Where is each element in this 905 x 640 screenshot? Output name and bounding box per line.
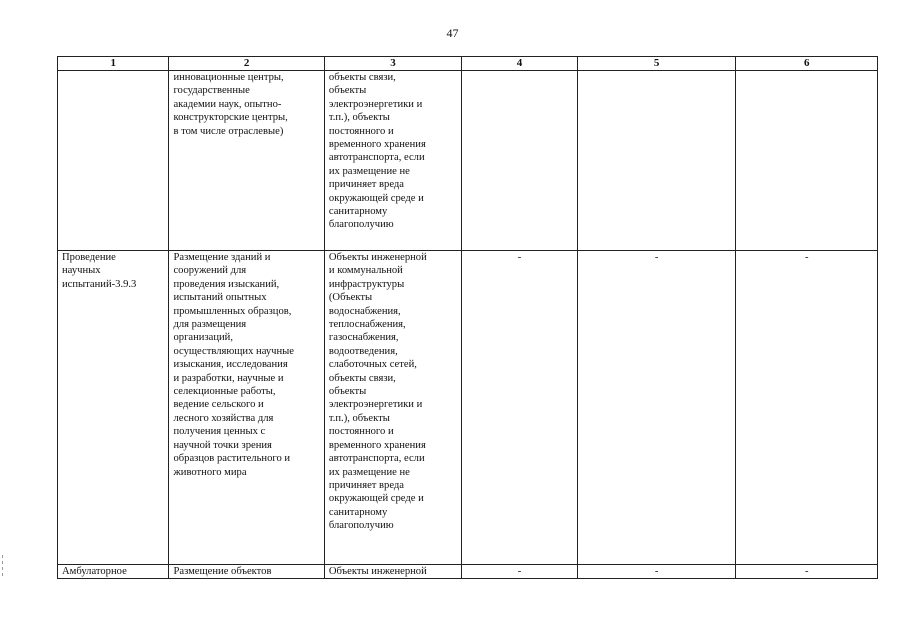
column-6-cell: - — [736, 251, 878, 565]
column-4-cell: - — [462, 565, 578, 579]
table-row — [58, 565, 878, 579]
column-5-cell: - — [577, 251, 736, 565]
use-description-cell: Размещение зданий и сооружений для проведения изысканий, испытаний опытных промышленных образцов, для размещения организаций, осуществляющих научные изыскания, исследования и разработки, научные и селекционные работы, ведение сельского и лесного хозяйства для получения ценных с научной точки зрения образцов растительного и животного мира — [169, 251, 324, 565]
page-number: 47 — [446, 26, 459, 40]
table-row — [58, 251, 878, 565]
use-name-cell: Амбулаторное — [58, 565, 169, 579]
use-name-cell — [58, 71, 169, 251]
auxiliary-use-cell: объекты связи, объекты электроэнергетики и т.п.), объекты постоянного и временного хранения автотранспорта, если их размещение не причиняет вреда окружающей среде и санитарному благополучию — [324, 71, 461, 251]
column-5-cell: - — [577, 565, 736, 579]
scan-edge-mark — [1, 555, 5, 580]
use-description-cell: инновационные центры, государственные академии наук, опытно- конструкторские центры, в том числе отраслевые) — [169, 71, 324, 251]
table-header-row — [58, 57, 878, 71]
table-row — [58, 71, 878, 251]
use-name-cell: Проведение научных испытаний-3.9.3 — [58, 251, 169, 565]
regulations-table — [57, 56, 878, 579]
column-6-cell — [736, 71, 878, 251]
auxiliary-use-cell: Объекты инженерной и коммунальной инфраструктуры (Объекты водоснабжения, теплоснабжения, газоснабжения, водоотведения, слаботочных сетей, объекты связи, объекты электроэнергетики и т.п.), объекты постоянного и временного хранения автотранспорта, если их размещение не причиняет вреда окружающей среде и санитарному благополучию — [324, 251, 461, 565]
column-header-6: 6 — [736, 57, 878, 71]
scan-edge-icon — [1, 555, 5, 579]
column-header-4: 4 — [462, 57, 578, 71]
column-5-cell — [577, 71, 736, 251]
auxiliary-use-cell: Объекты инженерной — [324, 565, 461, 579]
column-header-3: 3 — [324, 57, 461, 71]
column-6-cell: - — [736, 565, 878, 579]
column-header-2: 2 — [169, 57, 324, 71]
column-4-cell — [462, 71, 578, 251]
use-description-cell: Размещение объектов — [169, 565, 324, 579]
column-header-1: 1 — [58, 57, 169, 71]
column-4-cell: - — [462, 251, 578, 565]
column-header-5: 5 — [577, 57, 736, 71]
